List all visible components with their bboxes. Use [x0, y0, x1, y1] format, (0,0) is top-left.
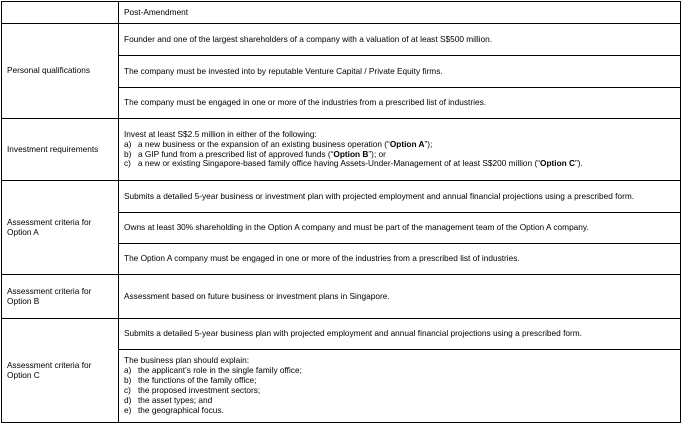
- header-row: [2, 2, 681, 24]
- personal-row-2: The company must be invested into by reputable Venture Capital / Private Equity firms.: [119, 56, 681, 88]
- header-empty-cell: [2, 2, 119, 24]
- comparison-table: [1, 1, 681, 423]
- option-a-row-2: Owns at least 30% shareholding in the Option A company and must be part of the management team of the Option A company.: [119, 213, 681, 244]
- option-a-row-3: The Option A company must be engaged in one or more of the industries from a prescribed list of industries.: [119, 244, 681, 275]
- option-c-label: Assessment criteria for Option C: [2, 319, 119, 423]
- list-item: a) a new business or the expansion of an existing business operation (“Option A”);: [124, 138, 433, 149]
- personal-row-3: The company must be engaged in one or more of the industries from a prescribed list of industries.: [119, 88, 681, 119]
- table-row: [2, 319, 681, 350]
- personal-qualifications-label: Personal qualifications: [2, 24, 119, 119]
- option-b-text: Assessment based on future business or investment plans in Singapore.: [119, 275, 681, 319]
- option-b-label: Assessment criteria for Option B: [2, 275, 119, 319]
- list-item: b) a GIP fund from a prescribed list of approved funds (“Option B”); or: [124, 148, 386, 159]
- list-item: b) the functions of the family office;: [124, 375, 257, 386]
- list-item: e) the geographical focus.: [124, 404, 224, 415]
- investment-requirements-label: Investment requirements: [2, 119, 119, 181]
- list-item: c) the proposed investment sectors;: [124, 385, 261, 395]
- personal-row-1: Founder and one of the largest shareholders of a company with a valuation of at least S$500 million.: [119, 24, 681, 56]
- table-row: [2, 119, 681, 181]
- list-item: a) the applicant’s role in the single family office;: [124, 365, 302, 376]
- option-a-row-1: Submits a detailed 5-year business or investment plan with projected employment and annual financial projections using a prescribed form.: [119, 181, 681, 213]
- list-item: c) a new or existing Singapore-based family office having Assets-Under-Management of at least S$200 million (“Option C”).: [124, 158, 583, 169]
- investment-intro: Invest at least S$2.5 million in either of the following:: [124, 128, 317, 139]
- header-post-amendment: Post-Amendment: [119, 2, 681, 24]
- option-c-row-2: [119, 350, 681, 423]
- list-item: d) the asset types; and: [124, 394, 213, 405]
- table-row: [2, 181, 681, 213]
- table-row: [2, 24, 681, 56]
- option-c-intro: The business plan should explain:: [124, 355, 249, 366]
- investment-requirements-cell: [119, 119, 681, 181]
- option-a-label: Assessment criteria for Option A: [2, 181, 119, 275]
- table-row: [2, 275, 681, 319]
- option-c-row-1: Submits a detailed 5-year business plan with projected employment and annual financial projections using a prescribed form.: [119, 319, 681, 350]
